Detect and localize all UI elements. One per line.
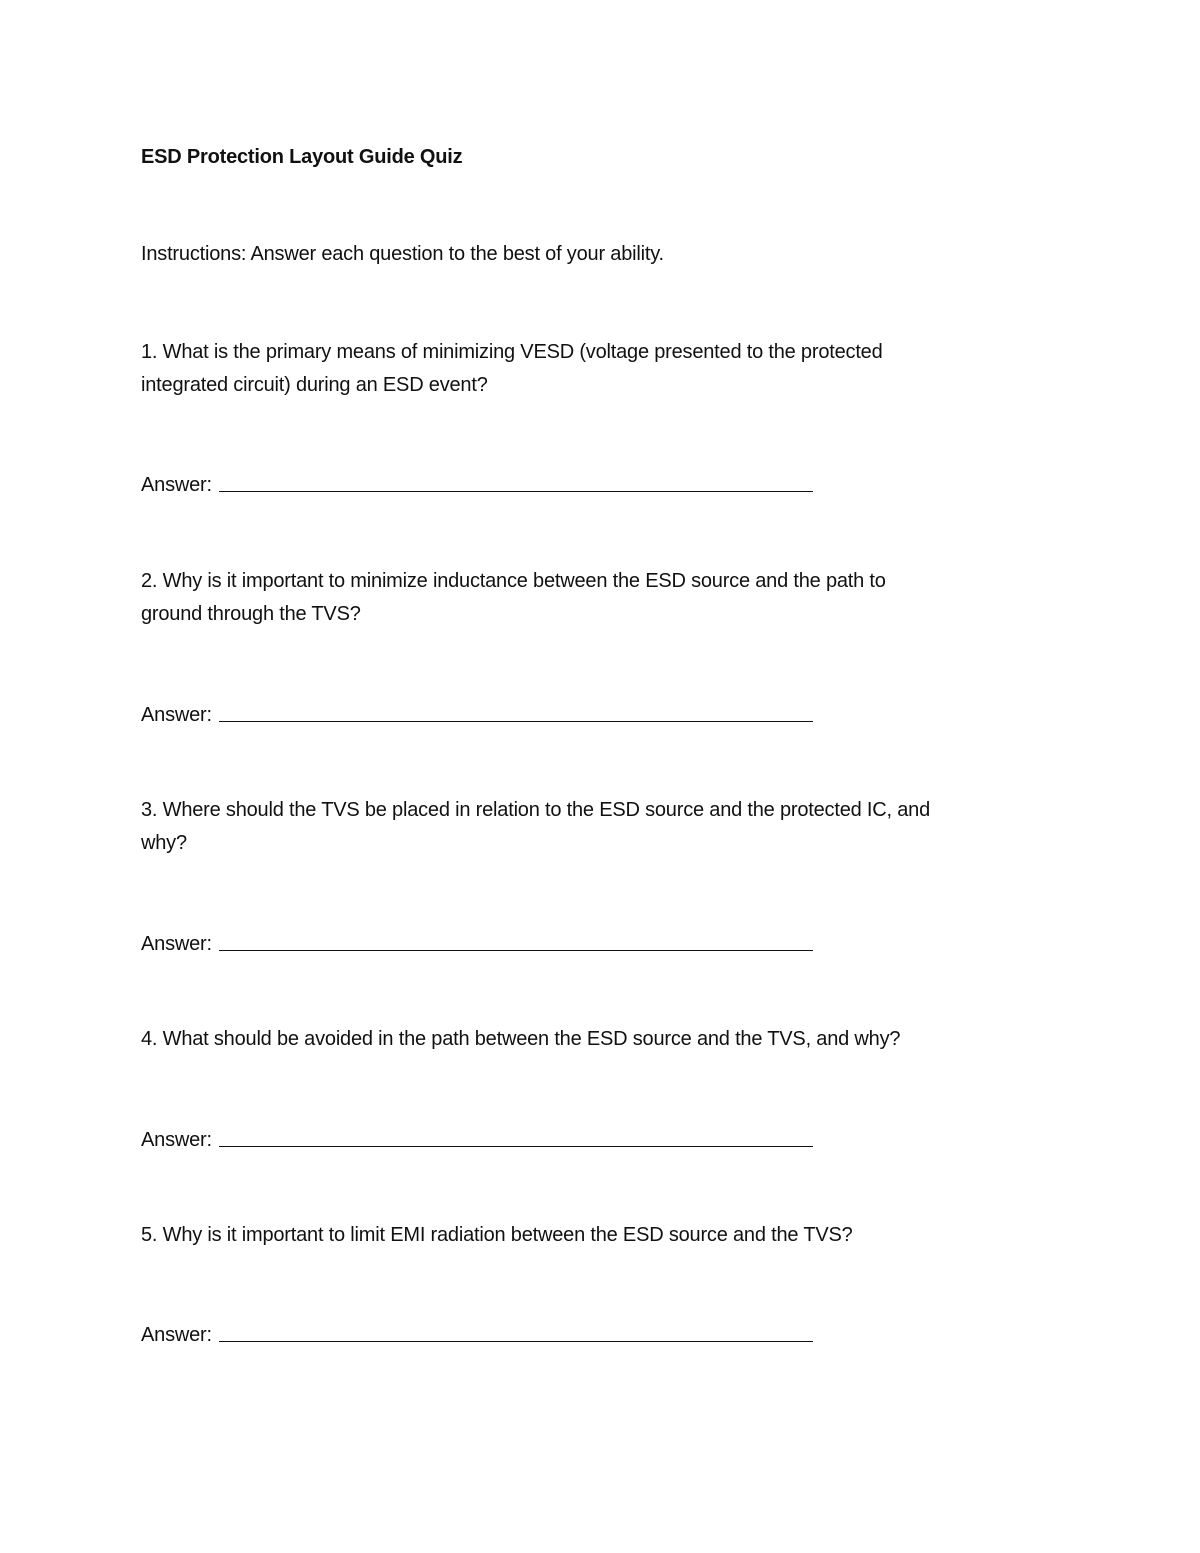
question-2-line-1: 2. Why is it important to minimize inductance between the ESD source and the path to <box>141 570 886 592</box>
answer-1-row <box>141 466 813 502</box>
answer-4-label: Answer: <box>141 1129 212 1151</box>
question-2 <box>141 565 886 631</box>
instructions-text: Instructions: Answer each question to the best of your ability. <box>141 243 664 265</box>
question-5-line-1: 5. Why is it important to limit EMI radiation between the ESD source and the TVS? <box>141 1224 853 1246</box>
answer-5-row <box>141 1316 813 1352</box>
answer-5-label: Answer: <box>141 1324 212 1346</box>
question-1-line-1: 1. What is the primary means of minimizing VESD (voltage presented to the protected <box>141 341 883 363</box>
answer-1-label: Answer: <box>141 474 212 496</box>
answer-2-blank[interactable] <box>219 697 813 722</box>
answer-1-blank[interactable] <box>219 467 813 492</box>
question-4-line-1: 4. What should be avoided in the path between the ESD source and the TVS, and why? <box>141 1028 901 1050</box>
question-4 <box>141 1023 900 1056</box>
answer-3-label: Answer: <box>141 933 212 955</box>
question-2-line-2: ground through the TVS? <box>141 603 361 625</box>
question-1-line-2: integrated circuit) during an ESD event? <box>141 374 488 396</box>
answer-2-row <box>141 696 813 732</box>
question-3-line-1: 3. Where should the TVS be placed in relation to the ESD source and the protected IC, and <box>141 799 930 821</box>
question-3-line-2: why? <box>141 832 187 854</box>
answer-2-label: Answer: <box>141 704 212 726</box>
question-3 <box>141 794 930 860</box>
answer-3-blank[interactable] <box>219 926 813 951</box>
answer-4-row <box>141 1121 813 1157</box>
page-title: ESD Protection Layout Guide Quiz <box>141 146 463 168</box>
answer-4-blank[interactable] <box>219 1122 813 1147</box>
question-5 <box>141 1219 853 1252</box>
answer-5-blank[interactable] <box>219 1317 813 1342</box>
question-1 <box>141 336 883 402</box>
answer-3-row <box>141 925 813 961</box>
